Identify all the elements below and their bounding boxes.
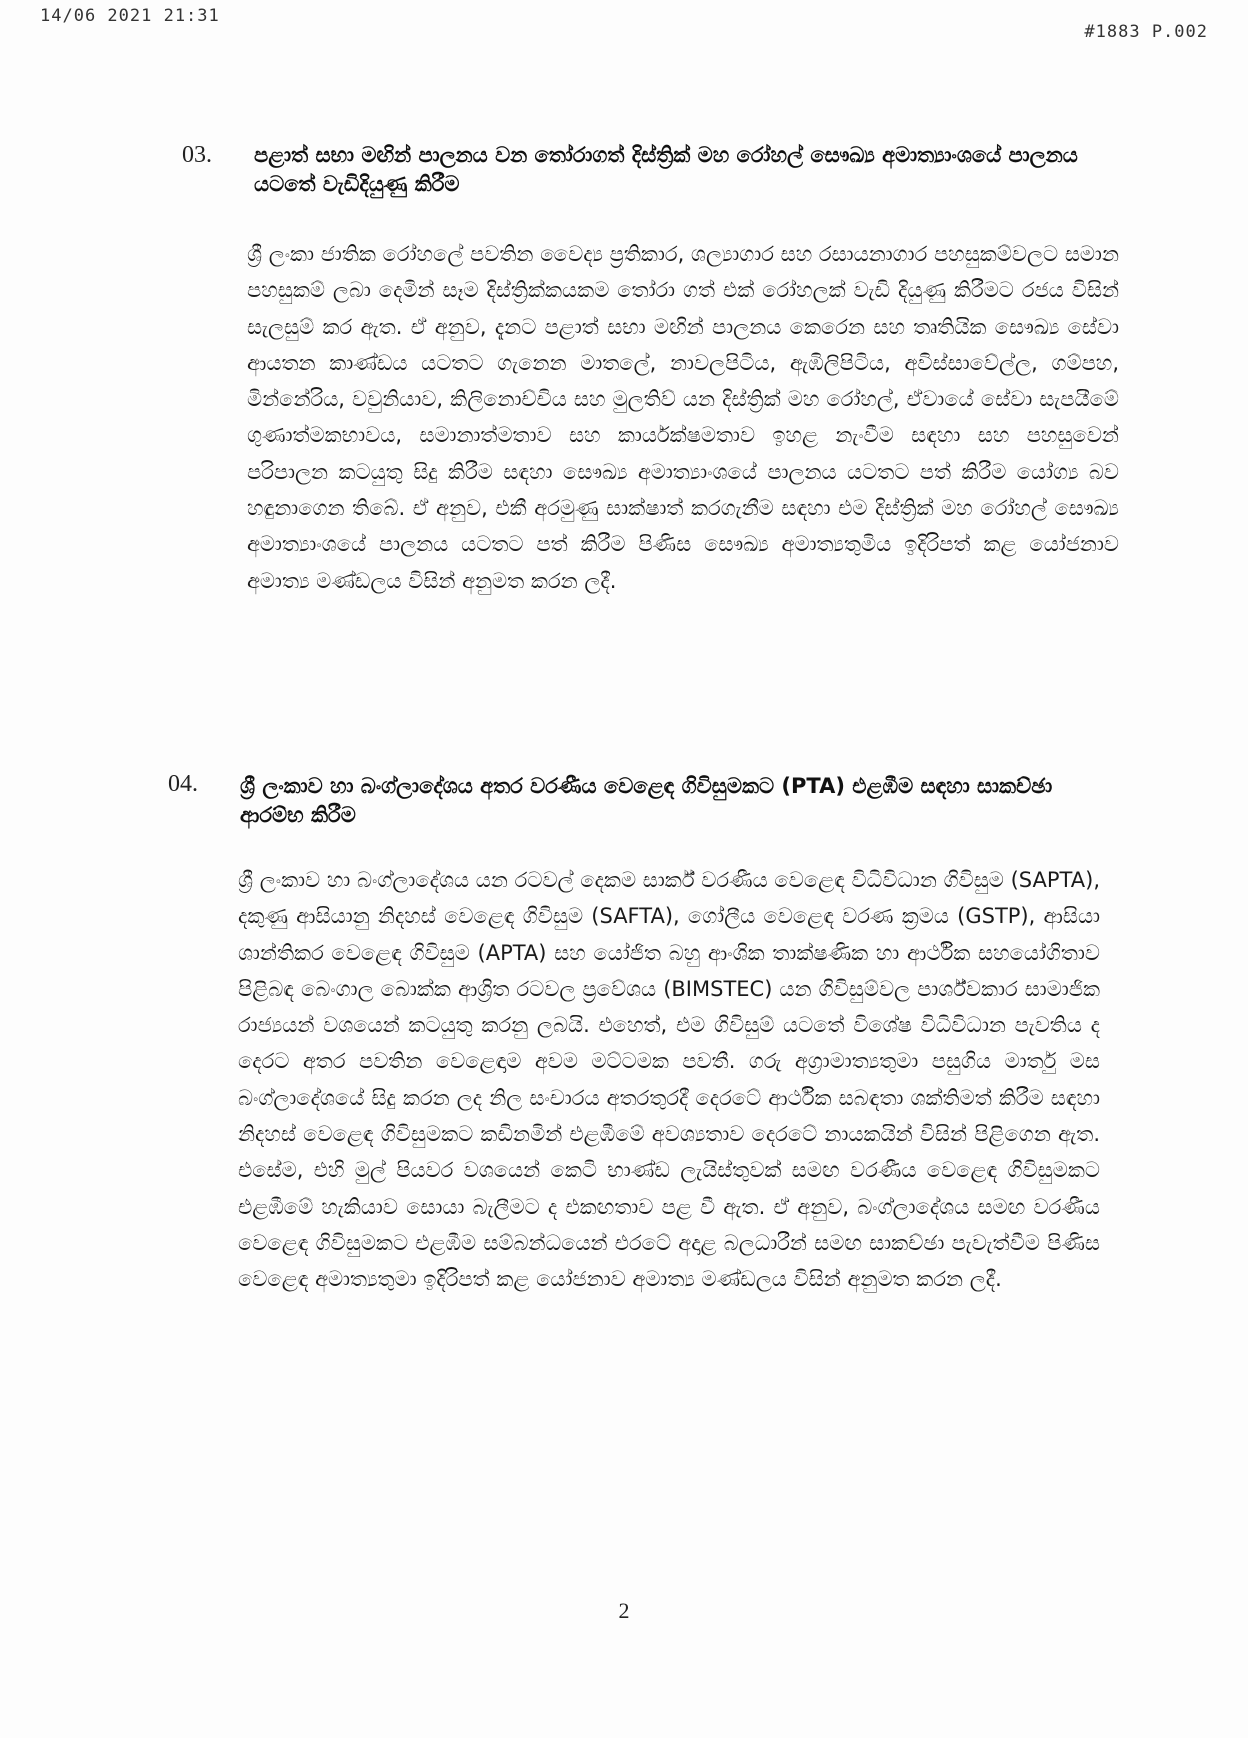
- section-title: ශ්‍රී ලංකාව හා බංග්ලාදේශය අතර වරණීය වෙළෙඳ ගිවිසුමකට (PTA) එළඹීම සඳහා සාකච්ඡා ආරම්භ කිරීම: [240, 774, 1053, 827]
- section-body: ශ්‍රී ලංකාව හා බංග්ලාදේශය යන රටවල් දෙකම සාර්ක් වරණීය වෙළෙඳ විධිවිධාන ගිවිසුම (SAPTA), දකුණු ආසියානු නිදහස් වෙළෙඳ ගිවිසුම (SAFTA), ගෝලීය වෙළෙඳ වරණ ක්‍රමය (GSTP), ආසියා ශාන්තිකර වෙළෙඳ ගිවිසුම (APTA) සහ යෝජිත බහු ආංශික තාක්ෂණික හා ආර්ථික සහයෝගිතාව පිළිබඳ බෙංගාල බොක්ක ආශ්‍රිත රටවල ප්‍රවේශය (BIMSTEC) යන ගිවිසුම්වල පාර්ශ්වකාර සාමාජික රාජ්‍යයන් වශයෙන් කටයුතු කරනු ලබයි. එහෙත්, එම ගිවිසුම් යටතේ විශේෂ විධිවිධාන පැවතිය ද දෙරට අතර පවතින වෙළෙඳාම අවම මට්ටමක පවතී. ගරු අග්‍රාමාත්‍යතුමා පසුගිය මාර්තු මස බංග්ලාදේශයේ සිදු කරන ලද නිල සංචාරය අතරතුරදී දෙරටේ ආර්ථික සබඳතා ශක්තිමත් කිරීම සඳහා නිදහස් වෙළෙඳ ගිවිසුමකට කඩිනමින් එළඹීමේ අවශ්‍යතාව දෙරටේ නායකයින් විසින් පිළිගෙන ඇත. එසේම, එහි මුල් පියවර වශයෙන් කෙටි භාණ්ඩ ලැයිස්තුවක් සමඟ වරණීය වෙළෙඳ ගිවිසුමකට එළඹීමේ හැකියාව සොයා බැලීමට ද එකඟතාව පළ වී ඇත. ඒ අනුව, බංග්ලාදේශය සමඟ වරණීය වෙළෙඳ ගිවිසුමකට එළඹීම සම්බන්ධයෙන් එරටේ අදාළ බලධාරීන් සමඟ සාකච්ඡා පැවැත්වීම පිණිස වෙළෙඳ අමාත්‍යතුමා ඉදිරිපත් කළ යෝජනාව අමාත්‍ය මණ්ඩලය විසින් අනුමත කරන ලදී.: [238, 868, 1100, 1292]
- page-number: 2: [618, 1598, 630, 1623]
- section-body: ශ්‍රී ලංකා ජාතික රෝහලේ පවතින වෛද්‍ය ප්‍රතිකාර, ශල්‍යාගාර සහ රසායනාගාර පහසුකම්වලට සමාන පහසුකම් ලබා දෙමින් සෑම දිස්ත්‍රික්කයකම තෝරා ගත් එක් රෝහලක් වැඩි දියුණු කිරීමට රජය විසින් සැලසුම් කර ඇත. ඒ අනුව, දැනට පළාත් සභා මඟින් පාලනය කෙරෙන සහ තෘතියික සෞඛ්‍ය සේවා ආයතන කාණ්ඩය යටතට ගැනෙන මාතලේ, නාවලපිටිය, ඇඹිලිපිටිය, අවිස්සාවේල්ල, ගම්පහ, මින්නේරිය, වවුනියාව, කිලිනොච්චිය සහ මුලතිව් යන දිස්ත්‍රික් මහ රෝහල්, ඒවායේ සේවා සැපයීමේ ගුණාත්මකභාවය, සමානාත්මතාව සහ කාර්යක්ෂමතාව ඉහළ නැංවීම සඳහා සහ පහසුවෙන් පරිපාලන කටයුතු සිදු කිරීම සඳහා සෞඛ්‍ය අමාත්‍යාංශයේ පාලනය යටතට පත් කිරීම යෝග්‍ය බව හඳුනාගෙන තිබේ. ඒ අනුව, එකී අරමුණු සාක්ෂාත් කරගැනීම සඳහා එම දිස්ත්‍රික් මහ රෝහල් සෞඛ්‍ය අමාත්‍යාංශයේ පාලනය යටතට පත් කිරීම පිණිස සෞඛ්‍ය අමාත්‍යතුමිය ඉදිරිපත් කළ යෝජනාව අමාත්‍ය මණ්ඩලය විසින් අනුමත කරන ලදී.: [247, 242, 1119, 593]
- section-number: 03.: [182, 142, 212, 168]
- fax-datetime: 14/06 2021 21:31: [40, 6, 220, 26]
- section-number: 04.: [168, 771, 198, 797]
- section-title: පළාත් සභා මඟින් පාලනය වන තෝරාගත් දිස්ත්‍රික් මහ රෝහල් සෞඛ්‍ය අමාත්‍යාංශයේ පාලනය යටතේ වැඩිදියුණු කිරීම: [254, 143, 1078, 196]
- fax-page-id: #1883 P.002: [1084, 22, 1208, 42]
- fax-header: [40, 6, 1208, 46]
